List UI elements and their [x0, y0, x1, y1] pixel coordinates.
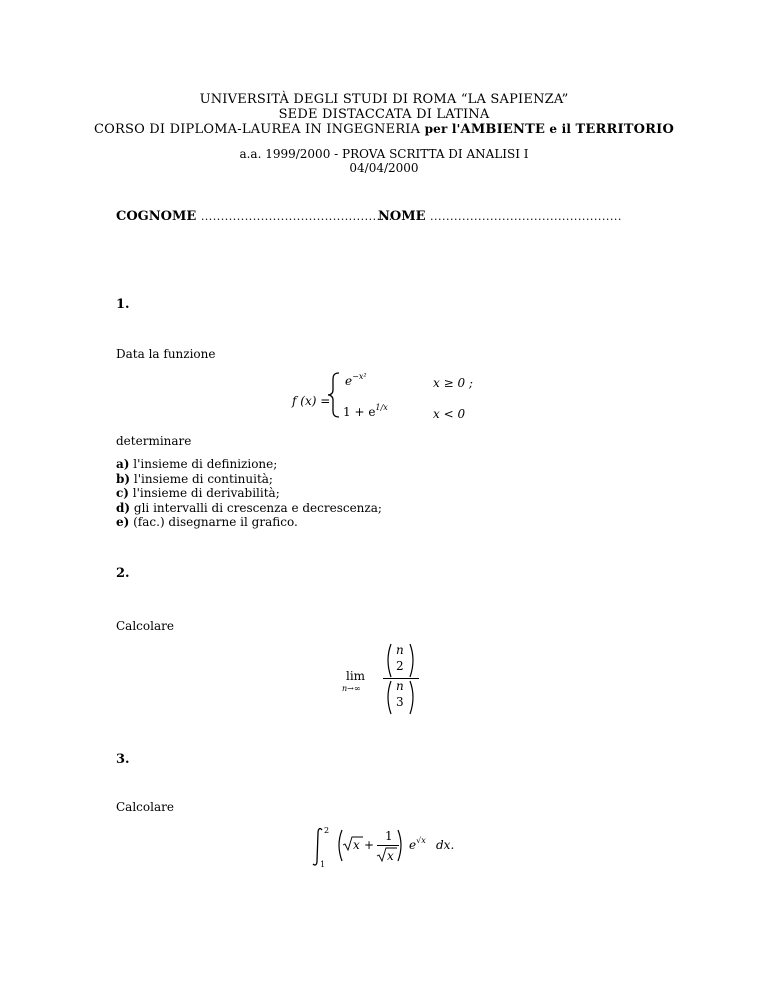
- header-territorio: TERRITORIO: [575, 122, 674, 137]
- exp-base: e: [409, 838, 417, 852]
- nome-label: NOME: [378, 209, 426, 224]
- list-item: b) l'insieme di continuità;: [116, 471, 273, 486]
- header-per: per l': [424, 122, 461, 136]
- case-2-condition: x < 0: [433, 407, 466, 421]
- exercise-1-intro: Data la funzione: [116, 347, 216, 361]
- denominator-top: n: [396, 679, 404, 693]
- nome-field: [378, 209, 622, 224]
- plus-sign: +: [364, 838, 375, 852]
- integrand-fraction-bar: [377, 845, 399, 846]
- sqrt-x: x: [353, 838, 360, 852]
- header-ambiente: AMBIENTE: [460, 122, 546, 137]
- header-course: CORSO DI DIPLOMA-LAUREA IN INGEGNERIA: [94, 122, 421, 137]
- denominator-parens: [385, 680, 433, 716]
- case-1-base: e: [345, 374, 353, 388]
- nome-dots: ................................................: [430, 210, 622, 223]
- case-2-base: 1 + e: [343, 405, 376, 419]
- numerator-parens: [385, 643, 433, 679]
- case-1-exponent: −x²: [352, 372, 367, 381]
- determine-text: determinare: [116, 434, 192, 448]
- header-line-2: SEDE DISTACCATA DI LATINA: [278, 107, 490, 122]
- case-1-expr: [345, 374, 367, 388]
- denominator-bottom: 3: [396, 695, 404, 709]
- header-line-3: [0, 122, 768, 137]
- cognome-label: COGNOME: [116, 209, 197, 224]
- exp-exponent: √x: [416, 836, 426, 845]
- limit-subscript: n→∞: [342, 684, 361, 693]
- list-item: d) gli intervalli di crescenza e decrescenza;: [116, 500, 382, 515]
- exercise-3-number: 3.: [116, 752, 130, 767]
- exercise-2-intro: Calcolare: [116, 619, 174, 633]
- function-lhs: f (x) =: [292, 394, 331, 408]
- exercise-1-number: 1.: [116, 297, 130, 312]
- exercise-3-intro: Calcolare: [116, 800, 174, 814]
- numerator-top: n: [396, 643, 404, 657]
- differential: dx.: [436, 838, 455, 852]
- header-date: 04/04/2000: [349, 161, 419, 175]
- integral-lower: 1: [320, 860, 326, 869]
- limit-operator: lim: [346, 669, 366, 683]
- denominator-x: x: [387, 849, 394, 863]
- fraction-one: 1: [385, 829, 393, 843]
- list-item: e) (fac.) disegnarne il grafico.: [116, 515, 298, 530]
- header-line-1: UNIVERSITÀ DEGLI STUDI DI ROMA “LA SAPIENZA”: [199, 92, 569, 107]
- left-brace: [326, 372, 342, 418]
- header-exam: a.a. 1999/2000 - PROVA SCRITTA DI ANALISI I: [239, 147, 529, 161]
- exercise-1-list: [116, 457, 382, 530]
- list-item: a) l'insieme di definizione;: [116, 457, 278, 471]
- header-e-il: e il: [549, 122, 572, 136]
- case-2-expr: [343, 405, 388, 419]
- cognome-field: [116, 209, 393, 224]
- cognome-dots: ................................................: [200, 210, 393, 223]
- case-2-exponent: 1/x: [375, 403, 388, 412]
- list-item: c) l'insieme di derivabilità;: [116, 486, 280, 501]
- numerator-bottom: 2: [396, 659, 404, 673]
- case-1-condition: x ≥ 0 ;: [433, 376, 473, 390]
- exp-term: [409, 838, 426, 852]
- integral-upper: 2: [324, 826, 330, 835]
- exercise-2-number: 2.: [116, 566, 130, 581]
